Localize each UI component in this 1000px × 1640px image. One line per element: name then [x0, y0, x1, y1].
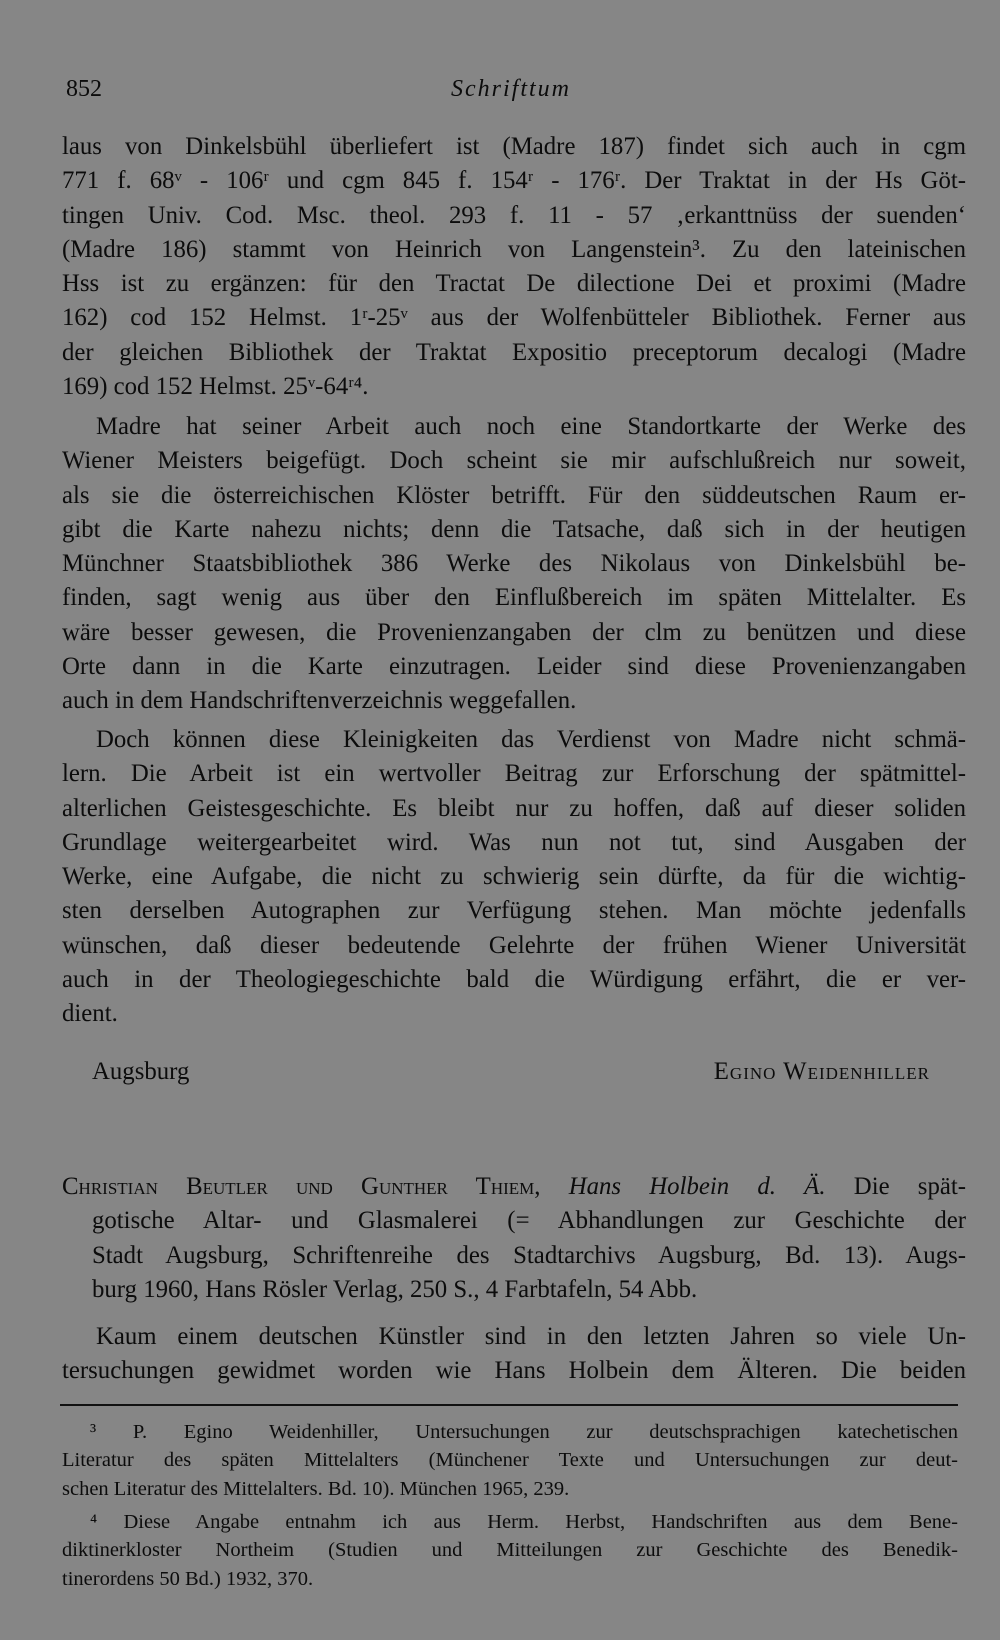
text-line: tingen Univ. Cod. Msc. theol. 293 f. 11 - 57 ‚erkanttnüss der suenden‘: [62, 201, 966, 229]
text-line: Madre hat seiner Arbeit auch noch eine Standortkarte der Werke des: [96, 413, 966, 440]
heading-line: burg 1960, Hans Rösler Verlag, 250 S., 4 Farbtafeln, 54 Abb.: [92, 1275, 698, 1303]
running-title: Schrifttum: [451, 76, 571, 102]
text-line: tersuchungen gewidmet worden wie Hans Holbein dem Älteren. Die beiden: [62, 1357, 966, 1385]
text-line: Werke, eine Aufgabe, die nicht zu schwierig sein dürfte, da für die wichtig-: [62, 863, 966, 891]
text-line: der gleichen Bibliothek der Traktat Expositio preceptorum decalogi (Madre: [62, 338, 966, 366]
text-line: finden, sagt wenig aus über den Einflußbereich im späten Mittelalter. Es: [62, 584, 966, 612]
footnote-line: ³ P. Egino Weidenhiller, Untersuchungen zur deutschsprachigen katechetischen: [90, 1421, 958, 1443]
text-line: Doch können diese Kleinigkeiten das Verdienst von Madre nicht schmä-: [96, 726, 966, 753]
page-number: 852: [66, 76, 102, 102]
review-heading: [62, 1170, 966, 1307]
text-line: dient.: [62, 1000, 118, 1028]
footnote-line: schen Literatur des Mittelalters. Bd. 10). München 1965, 239.: [62, 1477, 570, 1500]
text-line: Hss ist zu ergänzen: für den Tractat De dilectione Dei et proximi (Madre: [62, 270, 966, 298]
heading-line: [62, 1170, 966, 1204]
review-signature: [92, 1054, 930, 1090]
paragraph-4: [62, 1320, 966, 1389]
footnote-line: tinerordens 50 Bd.) 1932, 370.: [62, 1567, 314, 1590]
heading-line: Stadt Augsburg, Schriftenreihe des Stadtarchivs Augsburg, Bd. 13). Augs-: [92, 1241, 966, 1269]
heading-line: gotische Altar- und Glasmalerei (= Abhandlungen zur Geschichte der: [92, 1207, 966, 1235]
review-authors: Christian Beutler und Gunther Thiem,: [62, 1173, 541, 1200]
text-line: Kaum einem deutschen Künstler sind in den letzten Jahren so viele Un-: [96, 1323, 966, 1350]
text-line: gibt die Karte nahezu nichts; denn die Tatsache, daß sich in der heutigen: [62, 515, 966, 543]
text-line: (Madre 186) stammt von Heinrich von Langenstein³. Zu den lateinischen: [62, 235, 966, 263]
text-line: lern. Die Arbeit ist ein wertvoller Beitrag zur Erforschung der spätmittel-: [62, 760, 966, 788]
paragraph-2: [62, 410, 966, 719]
paragraph-3: [62, 723, 966, 1032]
page-header: [66, 76, 956, 110]
text-line: sten derselben Autographen zur Verfügung stehen. Man möchte jedenfalls: [62, 897, 966, 925]
footnote-line: Literatur des späten Mittelalters (Münchener Texte und Untersuchungen zur deut-: [62, 1449, 958, 1472]
footnote-line: ⁴ Diese Angabe entnahm ich aus Herm. Herbst, Handschriften aus dem Bene-: [90, 1511, 958, 1533]
text-line: 162) cod 152 Helmst. 1ʳ-25ᵛ aus der Wolfenbütteler Bibliothek. Ferner aus: [62, 304, 966, 332]
footnote-line: diktinerkloster Northeim (Studien und Mitteilungen zur Geschichte des Benedik-: [62, 1539, 958, 1562]
signature-author: Egino Weidenhiller: [713, 1058, 930, 1085]
text-line: 169) cod 152 Helmst. 25ᵛ-64ʳ⁴.: [62, 373, 369, 401]
text-line: als sie die österreichischen Klöster betrifft. Für den süddeutschen Raum er-: [62, 481, 966, 509]
text-line: alterlichen Geistesgeschichte. Es bleibt nur zu hoffen, daß auf dieser soliden: [62, 794, 966, 822]
heading-text: Die spät-: [853, 1173, 967, 1200]
footnote-rule: [60, 1404, 958, 1406]
text-line: auch in dem Handschriftenverzeichnis weggefallen.: [62, 687, 577, 715]
text-line: Grundlage weitergearbeitet wird. Was nun not tut, sind Ausgaben der: [62, 828, 966, 856]
signature-place: Augsburg: [92, 1058, 190, 1085]
review-book-title: Hans Holbein d. Ä.: [568, 1173, 826, 1200]
text-line: 771 f. 68ᵛ - 106ʳ und cgm 845 f. 154ʳ - 176ʳ. Der Traktat in der Hs Göt-: [62, 167, 966, 195]
text-line: auch in der Theologiegeschichte bald die Würdigung erfährt, die er ver-: [62, 966, 966, 994]
paragraph-1: [62, 130, 966, 404]
footnote-4: [62, 1508, 958, 1593]
text-line: wäre besser gewesen, die Provenienzangaben der clm zu benützen und diese: [62, 618, 966, 646]
text-line: laus von Dinkelsbühl überliefert ist (Madre 187) findet sich auch in cgm: [62, 133, 966, 160]
text-line: wünschen, daß dieser bedeutende Gelehrte der frühen Wiener Universität: [62, 931, 966, 959]
text-line: Wiener Meisters beigefügt. Doch scheint sie mir aufschlußreich nur soweit,: [62, 447, 966, 475]
text-line: Münchner Staatsbibliothek 386 Werke des Nikolaus von Dinkelsbühl be-: [62, 550, 966, 578]
text-line: Orte dann in die Karte einzutragen. Leider sind diese Provenienzangaben: [62, 653, 966, 681]
footnote-3: [62, 1418, 958, 1503]
